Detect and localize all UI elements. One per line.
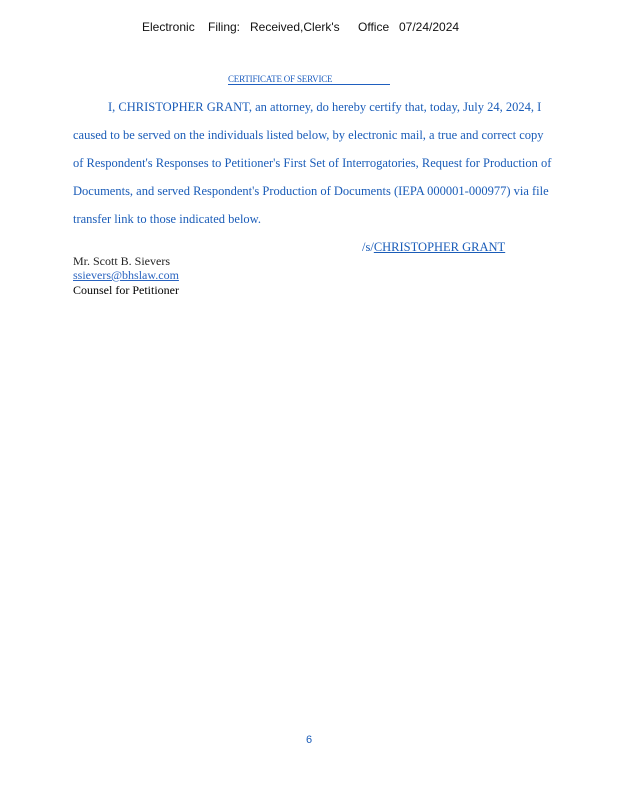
- filing-word-electronic: Electronic: [142, 20, 195, 34]
- certificate-line-2: caused to be served on the individuals listed below, by electronic mail, a true and correct copy: [73, 128, 544, 142]
- filing-word-office: Office: [358, 20, 390, 34]
- certificate-line-5: transfer link to those indicated below.: [73, 212, 262, 226]
- certificate-line-3: of Respondent's Responses to Petitioner's First Set of Interrogatories, Request for Production of: [73, 156, 552, 170]
- filing-word-filing: Filing:: [208, 20, 241, 34]
- certificate-line-1: I, CHRISTOPHER GRANT, an attorney, do hereby certify that, today, July 24, 2024, I: [108, 100, 542, 114]
- certificate-line-4: Documents, and served Respondent's Production of Documents (IEPA 000001-000977) via file: [73, 184, 549, 198]
- signature-line: [362, 240, 505, 255]
- signature-prefix: /s/: [362, 240, 374, 254]
- filing-word-received-clerks: Received,Clerk's: [250, 20, 340, 34]
- service-contact-role: Counsel for Petitioner: [73, 283, 179, 297]
- service-contact-name: Mr. Scott B. Sievers: [73, 254, 171, 268]
- filing-date: 07/24/2024: [399, 20, 460, 34]
- signature-name: CHRISTOPHER GRANT: [373, 240, 506, 254]
- service-contact-email-link[interactable]: ssievers@bhslaw.com: [73, 268, 179, 282]
- certificate-title: CERTIFICATE OF SERVICE: [228, 74, 390, 85]
- page-number: 6: [305, 734, 313, 746]
